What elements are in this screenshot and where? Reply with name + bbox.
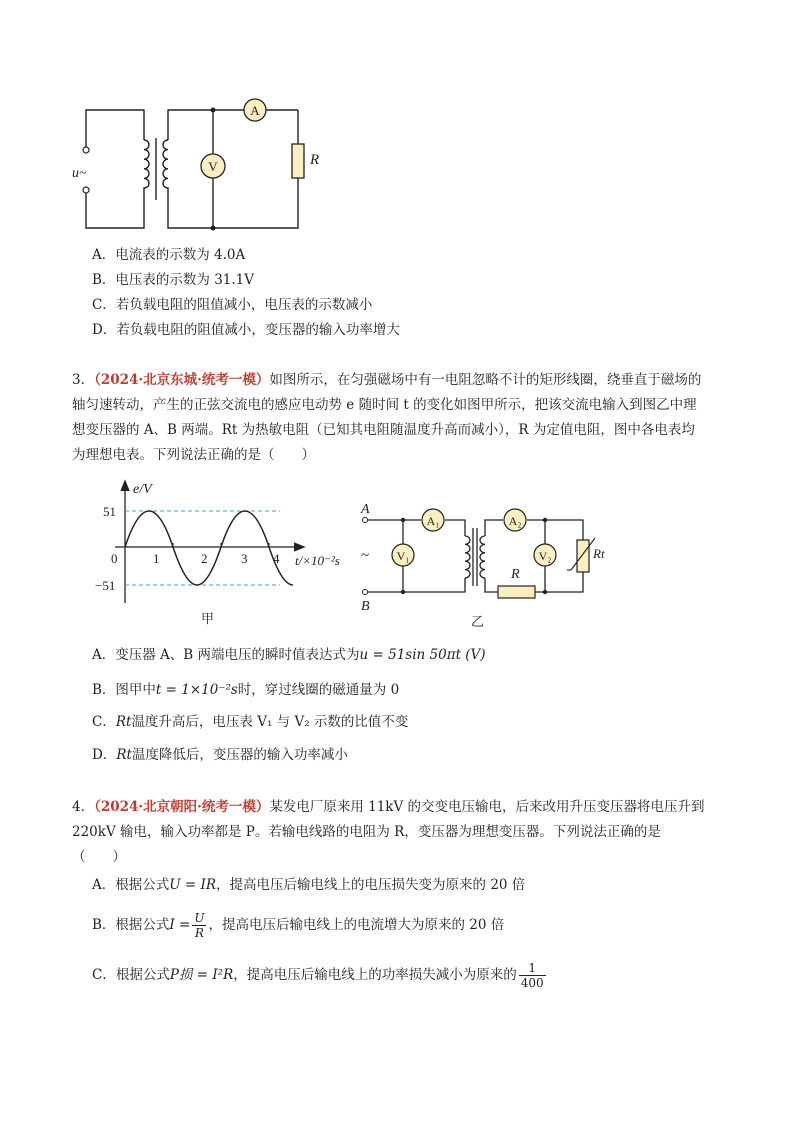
- q4-stem-line-3: （ ）: [72, 849, 126, 865]
- graph-origin: 0: [111, 551, 118, 566]
- question-source: （2024·北京东城·统考一模）: [94, 372, 270, 388]
- option-text: 若负载电阻的阻值减小，变压器的输入功率增大: [116, 322, 400, 338]
- graph-xlabel: t/×10⁻²s: [295, 553, 340, 568]
- option-formula: Rt: [115, 714, 132, 730]
- option-text: ，提高电压后输电线上的功率损失减小为原来的: [233, 967, 517, 983]
- graph-x-tick: 3: [241, 551, 248, 566]
- option-letter: B．: [92, 682, 116, 698]
- option-letter: C．: [92, 297, 116, 313]
- q2-circuit-diagram: [70, 88, 330, 238]
- graph-x-tick: 4: [273, 551, 280, 566]
- option-text: 时，穿过线圈的磁通量为 0: [237, 682, 400, 698]
- terminal-b-label: B: [361, 599, 370, 614]
- option-formula: I =: [169, 917, 191, 933]
- ac-source-label: ~: [361, 548, 370, 564]
- q4-option-b: [92, 908, 504, 942]
- option-letter: C．: [92, 967, 116, 983]
- q4-stem-line-1: [72, 797, 705, 817]
- voltmeter-v2-label: V₂: [538, 549, 552, 563]
- resistor-r-label: R: [511, 567, 520, 582]
- q2-option-d: [92, 320, 400, 340]
- q2-option-a: [92, 245, 245, 265]
- graph-x-tick: 1: [153, 551, 160, 566]
- graph-x-tick: 2: [201, 551, 208, 566]
- option-text: 根据公式: [115, 917, 170, 933]
- q3-stem-line-2: 轴匀速转动，产生的正弦交流电的感应电动势 e 随时间 t 的变化如图甲所示，把该交流电输入到图乙中理: [72, 397, 697, 413]
- option-letter: A．: [92, 647, 116, 663]
- q3-emf-graph: [95, 475, 360, 625]
- q2-option-b: [92, 270, 254, 290]
- thermistor-label: Rt: [593, 546, 605, 561]
- q3-stem-line-3: 想变压器的 A、B 两端。Rt 为热敏电阻（已知其电阻随温度升高而减小），R 为定值电阻，图中各电表均: [72, 422, 695, 438]
- circuit-caption: 乙: [471, 614, 485, 629]
- stem-text: 如图所示，在匀强磁场中有一电阻忽略不计的矩形线圈，绕垂直于磁场的: [269, 372, 702, 388]
- option-text: 根据公式: [115, 877, 170, 893]
- ammeter-a1-label: A₁: [426, 514, 440, 528]
- question-number: 3．: [72, 372, 95, 388]
- option-formula: t = 1×10⁻²s: [155, 682, 238, 698]
- fraction: [192, 911, 206, 940]
- question-source: （2024·北京朝阳·统考一模）: [94, 799, 270, 815]
- source-label: u~: [72, 166, 87, 181]
- option-letter: B．: [92, 272, 116, 288]
- option-text: ，提高电压后输电线上的电压损失变为原来的 20 倍: [216, 877, 526, 893]
- option-text: 温度降低后，变压器的输入功率减小: [131, 747, 348, 763]
- option-text: 温度升高后，电压表 V₁ 与 V₂ 示数的比值不变: [131, 714, 409, 730]
- q3-option-b: [92, 680, 399, 700]
- option-text: 根据公式: [115, 967, 170, 983]
- fraction: [519, 961, 546, 990]
- stem-text: 某发电厂原来用 11kV 的交变电压输电，后来改用升压变压器将电压升到: [269, 799, 705, 815]
- option-letter: D．: [92, 322, 117, 338]
- option-text: ，提高电压后输电线上的电流增大为原来的 20 倍: [208, 917, 505, 933]
- option-text: 变压器 A、B 两端电压的瞬时值表达式为: [115, 647, 360, 663]
- q2-option-c: [92, 295, 372, 315]
- q3-stem-line-1: [72, 370, 701, 390]
- q3-option-c: [92, 712, 408, 732]
- option-letter: B．: [92, 917, 116, 933]
- ammeter-a2-label: A₂: [508, 514, 522, 528]
- option-text: 图甲中: [115, 682, 156, 698]
- q3-transformer-circuit: [355, 500, 615, 630]
- graph-y-bottom: −51: [95, 578, 116, 593]
- fraction-denominator: R: [194, 926, 204, 940]
- graph-y-top: 51: [103, 504, 116, 519]
- option-text: 若负载电阻的阻值减小，电压表的示数减小: [115, 297, 373, 313]
- q4-stem-line-2: 220kV 输电，输入功率都是 P。若输电线路的电阻为 R，变压器为理想变压器。下列说法正确的是: [72, 824, 661, 840]
- option-formula: U = IR: [169, 877, 217, 893]
- option-letter: D．: [92, 747, 117, 763]
- voltmeter-label: V: [208, 159, 218, 174]
- graph-caption: 甲: [201, 611, 215, 625]
- fraction-numerator: 1: [519, 961, 546, 976]
- q4-option-c: [92, 958, 548, 992]
- option-text: 电流表的示数为 4.0A: [115, 247, 246, 263]
- option-formula: P损 = I²R: [169, 967, 234, 983]
- option-text: 电压表的示数为 31.1V: [115, 272, 255, 288]
- option-letter: A．: [92, 877, 116, 893]
- fraction-denominator: 400: [520, 976, 544, 990]
- q3-option-a: [92, 645, 486, 665]
- ammeter-label: A: [250, 103, 260, 118]
- q3-option-d: [92, 745, 348, 765]
- graph-ylabel: e/V: [133, 482, 152, 497]
- option-formula: u = 51sin 50πt (V): [359, 647, 486, 663]
- option-letter: C．: [92, 714, 116, 730]
- fraction-numerator: U: [194, 911, 205, 925]
- option-letter: A．: [92, 247, 116, 263]
- terminal-a-label: A: [361, 502, 370, 517]
- resistor-label: R: [310, 152, 320, 168]
- voltmeter-v1-label: V₁: [396, 549, 410, 563]
- q3-stem-line-4: 为理想电表。下列说法正确的是（ ）: [72, 447, 315, 463]
- q4-option-a: [92, 875, 525, 895]
- question-number: 4．: [72, 799, 95, 815]
- option-formula: Rt: [116, 747, 132, 763]
